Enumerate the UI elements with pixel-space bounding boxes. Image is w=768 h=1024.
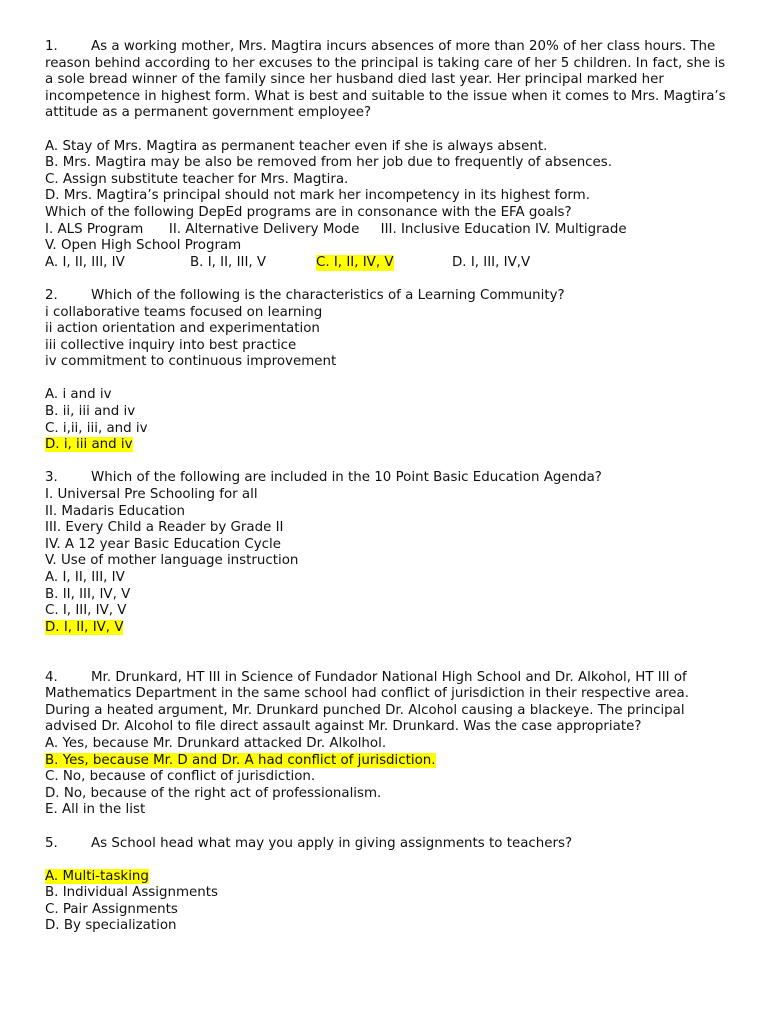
question-1-text: As a working mother, Mrs. Magtira incurs absences of more than 20% of her class hours. The reason behind according to her excuses to the principal is taking care of her 5 children. In fact, she is a sole bread winner of the family since her husband died last year. Her principal marked her incompetence in highest form. What is best and suitable to the issue when it comes to Mrs. Magtira’s attitude as a permanent government employee? [45, 39, 726, 121]
q1-programs-line-1: I. ALS Program II. Alternative Delivery Mode III. Inclusive Education IV. Multigrade [45, 221, 627, 237]
q1-option-a: A. I, II, III, IV [45, 254, 125, 270]
q2-item-i: i collaborative teams focused on learning [45, 304, 323, 320]
question-5-text: As School head what may you apply in giving assignments to teachers? [91, 835, 573, 851]
q5-choice-c: C. Pair Assignments [45, 901, 178, 917]
q1-choice-b: B. Mrs. Magtira may be also be removed from her job due to frequently of absences. [45, 155, 613, 171]
question-4-text: Mr. Drunkard, HT III in Science of Fundador National High School and Dr. Alkohol, HT III of Mathematics Department in the same school had conflict of jurisdiction in their respective area. During a heated argument, Mr. Drunkard punched Dr. Alcohol causing a blackeye. The principal advised Dr. Alcohol to file direct assault against Mr. Drunkard. Was the case appropriate? [45, 669, 689, 735]
question-5-stem [45, 836, 735, 853]
q3-choice-b: B. II, III, IV, V [45, 586, 131, 602]
q3-choice-a: A. I, II, III, IV [45, 570, 125, 585]
question-3-stem [45, 470, 735, 487]
q2-item-iii: iii collective inquiry into best practice [45, 337, 297, 353]
q2-item-ii: ii action orientation and experimentation [45, 321, 320, 337]
q3-item-iv: IV. A 12 year Basic Education Cycle [45, 536, 281, 552]
question-1-stem [45, 39, 735, 122]
q1-programs-line-2: V. Open High School Program [45, 238, 242, 254]
q5-choice-b: B. Individual Assignments [45, 885, 218, 901]
q4-choice-d: D. No, because of the right act of professionalism. [45, 785, 382, 801]
question-2-text: Which of the following is the characteristics of a Learning Community? [91, 287, 565, 303]
q1-options-row [45, 255, 735, 272]
q2-choice-a: A. i and iv [45, 387, 112, 403]
q2-choice-b: B. ii, iii and iv [45, 404, 136, 420]
document-page [45, 39, 735, 935]
q3-item-iii: III. Every Child a Reader by Grade II [45, 520, 284, 536]
q5-choice-d: D. By specialization [45, 918, 177, 934]
q4-choice-a: A. Yes, because Mr. Drunkard attacked Dr. Alkolhol. [45, 735, 387, 751]
q1-choice-c: C. Assign substitute teacher for Mrs. Magtira. [45, 171, 349, 187]
question-5-number: 5. [45, 835, 58, 851]
q3-choice-c: C. I, III, IV, V [45, 603, 127, 619]
q2-item-iv: iv commitment to continuous improvement [45, 354, 337, 370]
q1-option-d: D. I, III, IV,V [452, 254, 531, 270]
q1-choice-a: A. Stay of Mrs. Magtira as permanent teacher even if she is always absent. [45, 138, 548, 154]
q1-sub-question: Which of the following DepEd programs are in consonance with the EFA goals? [45, 204, 572, 220]
q4-choice-e: E. All in the list [45, 802, 146, 818]
q1-option-b: B. I, II, III, V [190, 254, 267, 270]
q2-choice-d-highlighted: D. i, iii and iv [45, 437, 133, 453]
question-4-number: 4. [45, 669, 58, 685]
q3-item-i: I. Universal Pre Schooling for all [45, 487, 258, 503]
q1-choice-d: D. Mrs. Magtira’s principal should not mark her incompetency in its highest form. [45, 188, 590, 204]
q5-choice-a-highlighted: A. Multi-tasking [45, 868, 149, 884]
question-2-number: 2. [45, 287, 58, 303]
q3-item-v: V. Use of mother language instruction [45, 553, 299, 569]
question-3-text: Which of the following are included in the 10 Point Basic Education Agenda? [91, 470, 602, 486]
q4-choice-b-highlighted: B. Yes, because Mr. D and Dr. A had conflict of jurisdiction. [45, 752, 436, 768]
q3-choice-d-highlighted: D. I, II, IV, V [45, 619, 124, 635]
q3-item-ii: II. Madaris Education [45, 503, 186, 519]
question-1-number: 1. [45, 39, 58, 54]
question-4-stem [45, 670, 735, 736]
q1-option-c-highlighted: C. I, II, IV, V [316, 254, 394, 270]
question-3-number: 3. [45, 470, 58, 486]
q4-choice-c: C. No, because of conflict of jurisdiction. [45, 769, 316, 785]
q2-choice-c: C. i,ii, iii, and iv [45, 420, 148, 436]
question-2-stem [45, 288, 735, 305]
